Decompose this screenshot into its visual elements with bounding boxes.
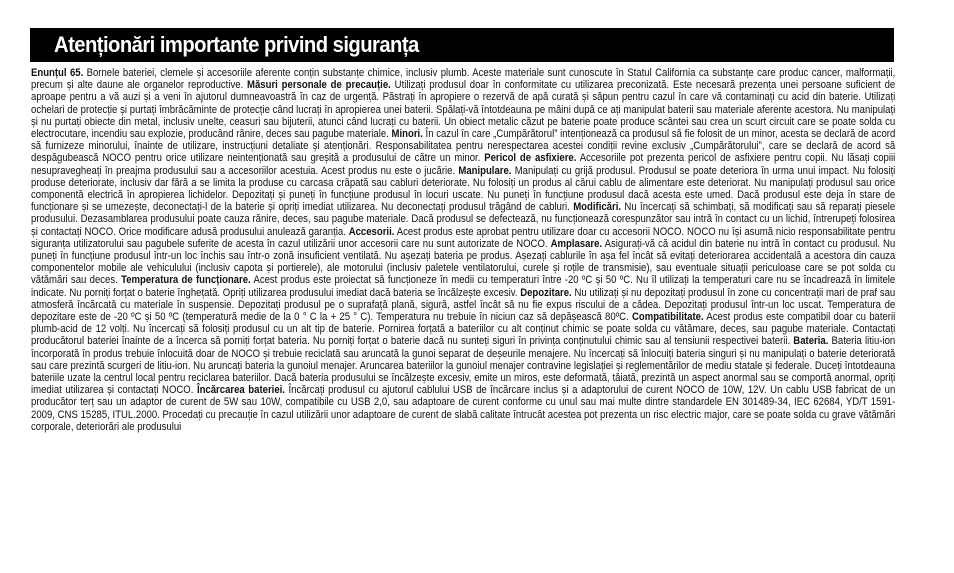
section-heading: Manipulare. [458, 164, 512, 177]
title-banner [30, 28, 894, 62]
safety-paragraph [31, 67, 895, 433]
section-text: Acest produs este compatibil doar cu baterii plumb-acid de 12 volți. Nu încercați să folosiți produsul cu un alt tip de baterie. Pornirea forțată a bateriilor cu alt conținut chimic se poate solda cu vătămare, deces, sau pagube materiale. Contactați producătorul bateriei înainte de a încerca să porniți forțat bateria. Nu porniți forțat o baterie dacă nu sunteți siguri în privința conținutului chimic sau al tensiunii respectivei baterii. [31, 311, 896, 348]
section-text: Nu încercați să schimbați, să modificați sau să reparați piesele produsului. Dezasamblarea produsului poate cauza rănire, deces, sau pagube materiale. Dacă produsul se defectează, nu funcționează corespunzător sau intră în contact cu un lichid, întrerupeți folosirea și contactați NOCO. Orice modificare adusă produsului anulează garanția. [31, 201, 896, 238]
section-heading: Încărcarea bateriei. [196, 384, 285, 397]
section-text: Nu utilizați și nu depozitați produsul în zone cu concentrații mari de praf sau atmosferă încărcată cu materiale în suspensie. Depozitați produsul pe o suprafață plană, sigură, astfel încât să nu fie expus riscului de a cădea. Depozitați produsul într-un loc uscat. Temperatura de depozitare este de -20 ºC și 50 ºC (temperatură medie de la 0 ° C la + 25 ° C). Temperatura nu trebuie în niciun caz să depășească 80ºC. [31, 286, 896, 324]
section-text: Asigurați-vă că acidul din baterie nu intră în contact cu produsul. Nu puneți în funcțiune produsul într-un loc închis sau într-o zonă insuficient ventilată. Nu așezați bateria pe produs. Așezați cablurile în așa fel încât să evitați deteriorarea accidentală a acestora din cauza componentelor mobile ale vehiculului (inclusiv capota și portierele), ale motorului (inclusiv paletele ventilatorului, curele și roțile de transmisie), sau eventuale situații periculoase care se pot solda cu vătămări sau deces. [31, 237, 896, 287]
page-title: Atenționări importante privind siguranța [54, 32, 419, 57]
section-heading: Minori. [391, 128, 423, 141]
section-text: Bateria litiu-ion încorporată în produs trebuie înlocuită doar de NOCO și trebuie reciclată sau aruncată la gunoi separat de deșeurile menajere. Nu încercați să înlocuiți bateria singuri și nu manipulați o baterie deteriorată sau care prezintă scurgeri de litiu-ion. Nu aruncați bateria la gunoiul menajer. Aruncarea bateriilor la gunoiul menajer contravine legislației și reglementărilor de mediu statale și federale. Duceți întotdeauna bateriile uzate la centrul local pentru reciclarea bateriilor. Dacă bateria produsului se încălzește excesiv, emite un miros, este deformată, tăiată, prezintă un aspect anormal sau se comportă anormal, opriți imediat utilizarea și contactați NOCO. [31, 335, 896, 397]
section-heading: Modificări. [573, 201, 622, 214]
section-text: Accesoriile pot prezenta pericol de asfixiere pentru copii. Nu lăsați copiii nesupravegheați în preajma produsului sau a accesoriilor acestuia. Acest produs nu este o jucărie. [31, 152, 896, 177]
section-text: Încărcați produsul cu ajutorul cablului USB de încărcare inclus și a adaptorului de curent NOCO de 10W, 12V. Un cablu USB fabricat de un producător terț sau un adaptor de curent de 5W sau 10W, compatibile cu USB 2,0, sau adaptoare de curent conforme cu unul sau mai multe dintre standardele EN 301489-34, IEC 62684, YD/T 1591-2009, CNS 15285, ITUL.2000. Procedați cu precauție în cazul utilizării unor adaptoare de curent de slabă calitate întrucât acestea pot prezenta un risc electric major, care se poate solda cu grave vătămări corporale, deteriorări ale produsului [31, 384, 896, 433]
section-heading: Pericol de asfixiere. [484, 152, 577, 165]
section-text: Manipulați cu grijă produsul. Produsul se poate deteriora în urma unui impact. Nu folosiți produse deteriorate, inclusiv dar fără a se limita la produse cu carcasa crăpată sau cabluri deteriorate. Nu folosiți un produs al cărui cablu de alimentare este deteriorat. Nu manipulați produsul sau orice componentă electrică în apropierea lichidelor. Depozitați și puneți în funcțiune produsul în locuri uscate. Nu puneți în funcțiune produsul dacă acesta este umed. Dacă produsul este deja în stare de funcționare și se umezește, deconectați-l de la baterie și opriți imediat utilizarea. Nu deconectați produsul trăgând de cabluri. [31, 164, 896, 214]
section-heading: Depozitare. [520, 286, 572, 299]
section-text: Acest produs este aprobat pentru utilizare doar cu accesorii NOCO. NOCO nu își asumă nicio responsabilitate pentru siguranța utilizatorului sau pagubele suferite de acesta în cazul utilizării unor accesorii care nu sunt autorizate de NOCO. [31, 225, 896, 250]
section-heading: Amplasare. [550, 237, 603, 250]
section-heading: Măsuri personale de precauție. [247, 79, 391, 92]
section-text: Acest produs este proiectat să funcționeze în medii cu temperaturi între -20 ºC și 50 ºC. Nu îl utilizați la temperaturi care nu se încadrează în limitele indicate. Nu porniți forțat o baterie înghețată. Opriți utilizarea produsului imediat dacă bateria se încălzește excesiv. [31, 274, 896, 299]
section-heading: Temperatura de funcționare. [121, 274, 251, 287]
section-text: Utilizați produsul doar în conformitate cu utilizarea preconizată. Este necesară prezența unei persoane suficient de aproape pentru a vă auzi și a veni în ajutorul dumneavoastră în caz de urgență. Păstrați în apropiere o rezervă de apă curată și săpun pentru cazul în care vă contaminați cu acid din baterie. Utilizați ochelari de protecție și purtați îmbrăcăminte de protecție când lucrați în apropierea unei baterii. Spălați-vă întotdeauna pe mâini după ce ați manipulat baterii sau materiale aferente acestora. Nu manipulați și nu purtați obiecte din metal, inclusiv unelte, ceasuri sau bijuterii, atunci când lucrați cu baterii. Un obiect metalic căzut pe baterie poate produce scântei sau crea un scurt circuit care se poate solda cu electrocutare, incendiu sau explozie, producând rănire, deces sau pagube materiale. [31, 79, 896, 141]
section-heading: Accesorii. [348, 225, 395, 238]
section-heading: Enunțul 65. [31, 67, 84, 79]
section-text: Bornele bateriei, clemele și accesoriile aferente conțin substanțe chimice, inclusiv plumb. Aceste materiale sunt cunoscute în Statul California ca substanțe care produc cancer, malformații, precum și alte daune ale organelor reproductive. [31, 67, 896, 92]
safety-text-body [31, 67, 895, 433]
section-text: În cazul în care „Cumpărătorul” intenționează ca produsul să fie folosit de un minor, acesta se declară de acord să furnizeze minorului, înainte de utilizare, instrucțiuni detaliate și atenționări. Responsabilitatea pentru nerespectarea acestei condiții revine exclusiv „Cumpărătorului”, care se declară de acord să despăgubească NOCO pentru orice utilizare neintenționată sau greșită a produsului de către un minor. [31, 128, 896, 165]
section-heading: Compatibilitate. [631, 311, 704, 324]
section-heading: Bateria. [793, 335, 829, 348]
